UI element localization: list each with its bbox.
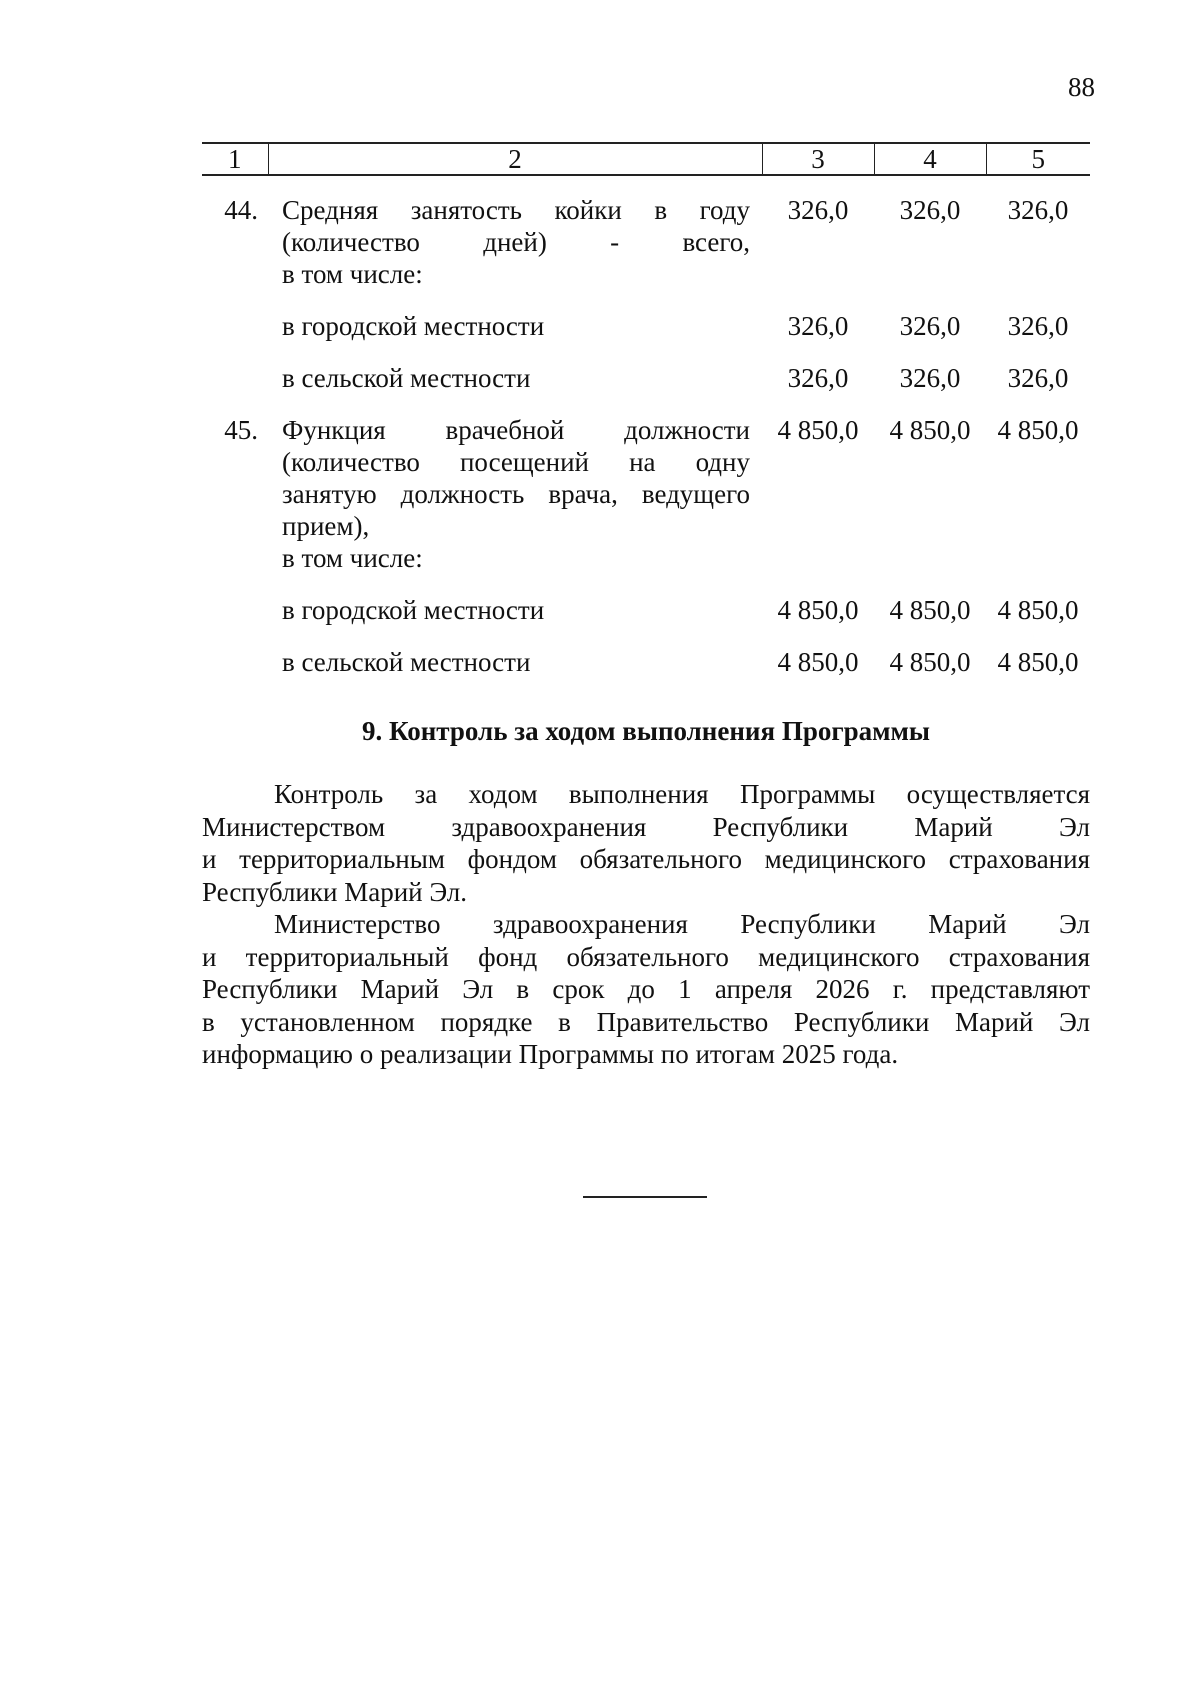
value-col-3: 326,0 bbox=[787, 195, 849, 225]
paragraph-line: в установленном порядке в Правительство Республики Марий Эл bbox=[202, 1006, 1090, 1037]
row-label-line: в том числе: bbox=[282, 259, 423, 289]
column-header-5: 5 bbox=[986, 143, 1090, 175]
value-col-4: 4 850,0 bbox=[889, 595, 971, 625]
value-col-4: 326,0 bbox=[899, 363, 961, 393]
value-col-4: 326,0 bbox=[899, 195, 961, 225]
row-label bbox=[268, 394, 762, 574]
paragraph-line: Контроль за ходом выполнения Программы осуществляется bbox=[274, 779, 1090, 809]
row-label-line: занятую должность врача, ведущего bbox=[282, 479, 750, 509]
row-label-line: (количество дней) - всего, bbox=[282, 227, 750, 257]
table-row bbox=[202, 394, 1090, 574]
table-row bbox=[202, 290, 1090, 342]
end-of-document-rule bbox=[583, 1196, 707, 1198]
table-row bbox=[202, 574, 1090, 626]
paragraph-line: Республики Марий Эл. bbox=[202, 876, 468, 907]
value-col-5: 4 850,0 bbox=[997, 595, 1079, 625]
row-label bbox=[268, 342, 762, 394]
paragraph-2 bbox=[202, 908, 1090, 1071]
row-number bbox=[202, 626, 268, 678]
row-label-line: Функция врачебной должности bbox=[282, 415, 750, 445]
row-number: 44. bbox=[224, 195, 258, 225]
value-col-4: 4 850,0 bbox=[889, 647, 971, 677]
value-col-3: 326,0 bbox=[787, 363, 849, 393]
value-col-3: 326,0 bbox=[787, 311, 849, 341]
row-label bbox=[268, 574, 762, 626]
row-label-line: в сельской местности bbox=[282, 363, 531, 393]
row-label-line: прием), bbox=[282, 511, 370, 541]
row-number bbox=[202, 574, 268, 626]
value-col-5: 4 850,0 bbox=[997, 415, 1079, 445]
section-title: 9. Контроль за ходом выполнения Программы bbox=[362, 716, 930, 746]
value-col-5: 326,0 bbox=[1007, 195, 1069, 225]
column-header-1: 1 bbox=[202, 143, 268, 175]
row-label bbox=[268, 175, 762, 290]
row-number: 45. bbox=[224, 415, 258, 445]
row-label-line: в городской местности bbox=[282, 311, 545, 341]
row-label-line: (количество посещений на одну bbox=[282, 447, 750, 477]
table-row bbox=[202, 342, 1090, 394]
paragraph-line: информацию о реализации Программы по итогам 2025 года. bbox=[202, 1039, 899, 1069]
row-number bbox=[202, 290, 268, 342]
value-col-5: 326,0 bbox=[1007, 311, 1069, 341]
value-col-4: 326,0 bbox=[899, 311, 961, 341]
row-label bbox=[268, 290, 762, 342]
table-header-row bbox=[202, 143, 1090, 175]
row-label-line: Средняя занятость койки в году bbox=[282, 195, 750, 225]
paragraph-line: и территориальным фондом обязательного медицинского страхования bbox=[202, 844, 1090, 874]
value-col-4: 4 850,0 bbox=[889, 415, 971, 445]
value-col-3: 4 850,0 bbox=[777, 595, 859, 625]
paragraph-line: Министерством здравоохранения Республики Марий Эл bbox=[202, 811, 1090, 842]
paragraph-line: Министерство здравоохранения Республики Марий Эл bbox=[274, 909, 1090, 939]
paragraph-1 bbox=[202, 778, 1090, 908]
value-col-3: 4 850,0 bbox=[777, 647, 859, 677]
row-label-line: в городской местности bbox=[282, 595, 545, 625]
section-body bbox=[202, 778, 1090, 1071]
row-label bbox=[268, 626, 762, 678]
value-col-3: 4 850,0 bbox=[777, 415, 859, 445]
value-col-5: 4 850,0 bbox=[997, 647, 1079, 677]
column-header-3: 3 bbox=[762, 143, 874, 175]
row-label-line: в том числе: bbox=[282, 543, 423, 573]
value-col-5: 326,0 bbox=[1007, 363, 1069, 393]
table-row bbox=[202, 175, 1090, 290]
column-header-4: 4 bbox=[874, 143, 986, 175]
row-label-line: в сельской местности bbox=[282, 647, 531, 677]
table-row bbox=[202, 626, 1090, 678]
row-number bbox=[202, 342, 268, 394]
indicators-table bbox=[202, 142, 1090, 678]
paragraph-line: и территориальный фонд обязательного медицинского страхования bbox=[202, 941, 1090, 972]
column-header-2: 2 bbox=[268, 143, 762, 175]
paragraph-line: Республики Марий Эл в срок до 1 апреля 2026 г. представляют bbox=[202, 974, 1090, 1004]
page-number: 88 bbox=[1068, 72, 1095, 102]
